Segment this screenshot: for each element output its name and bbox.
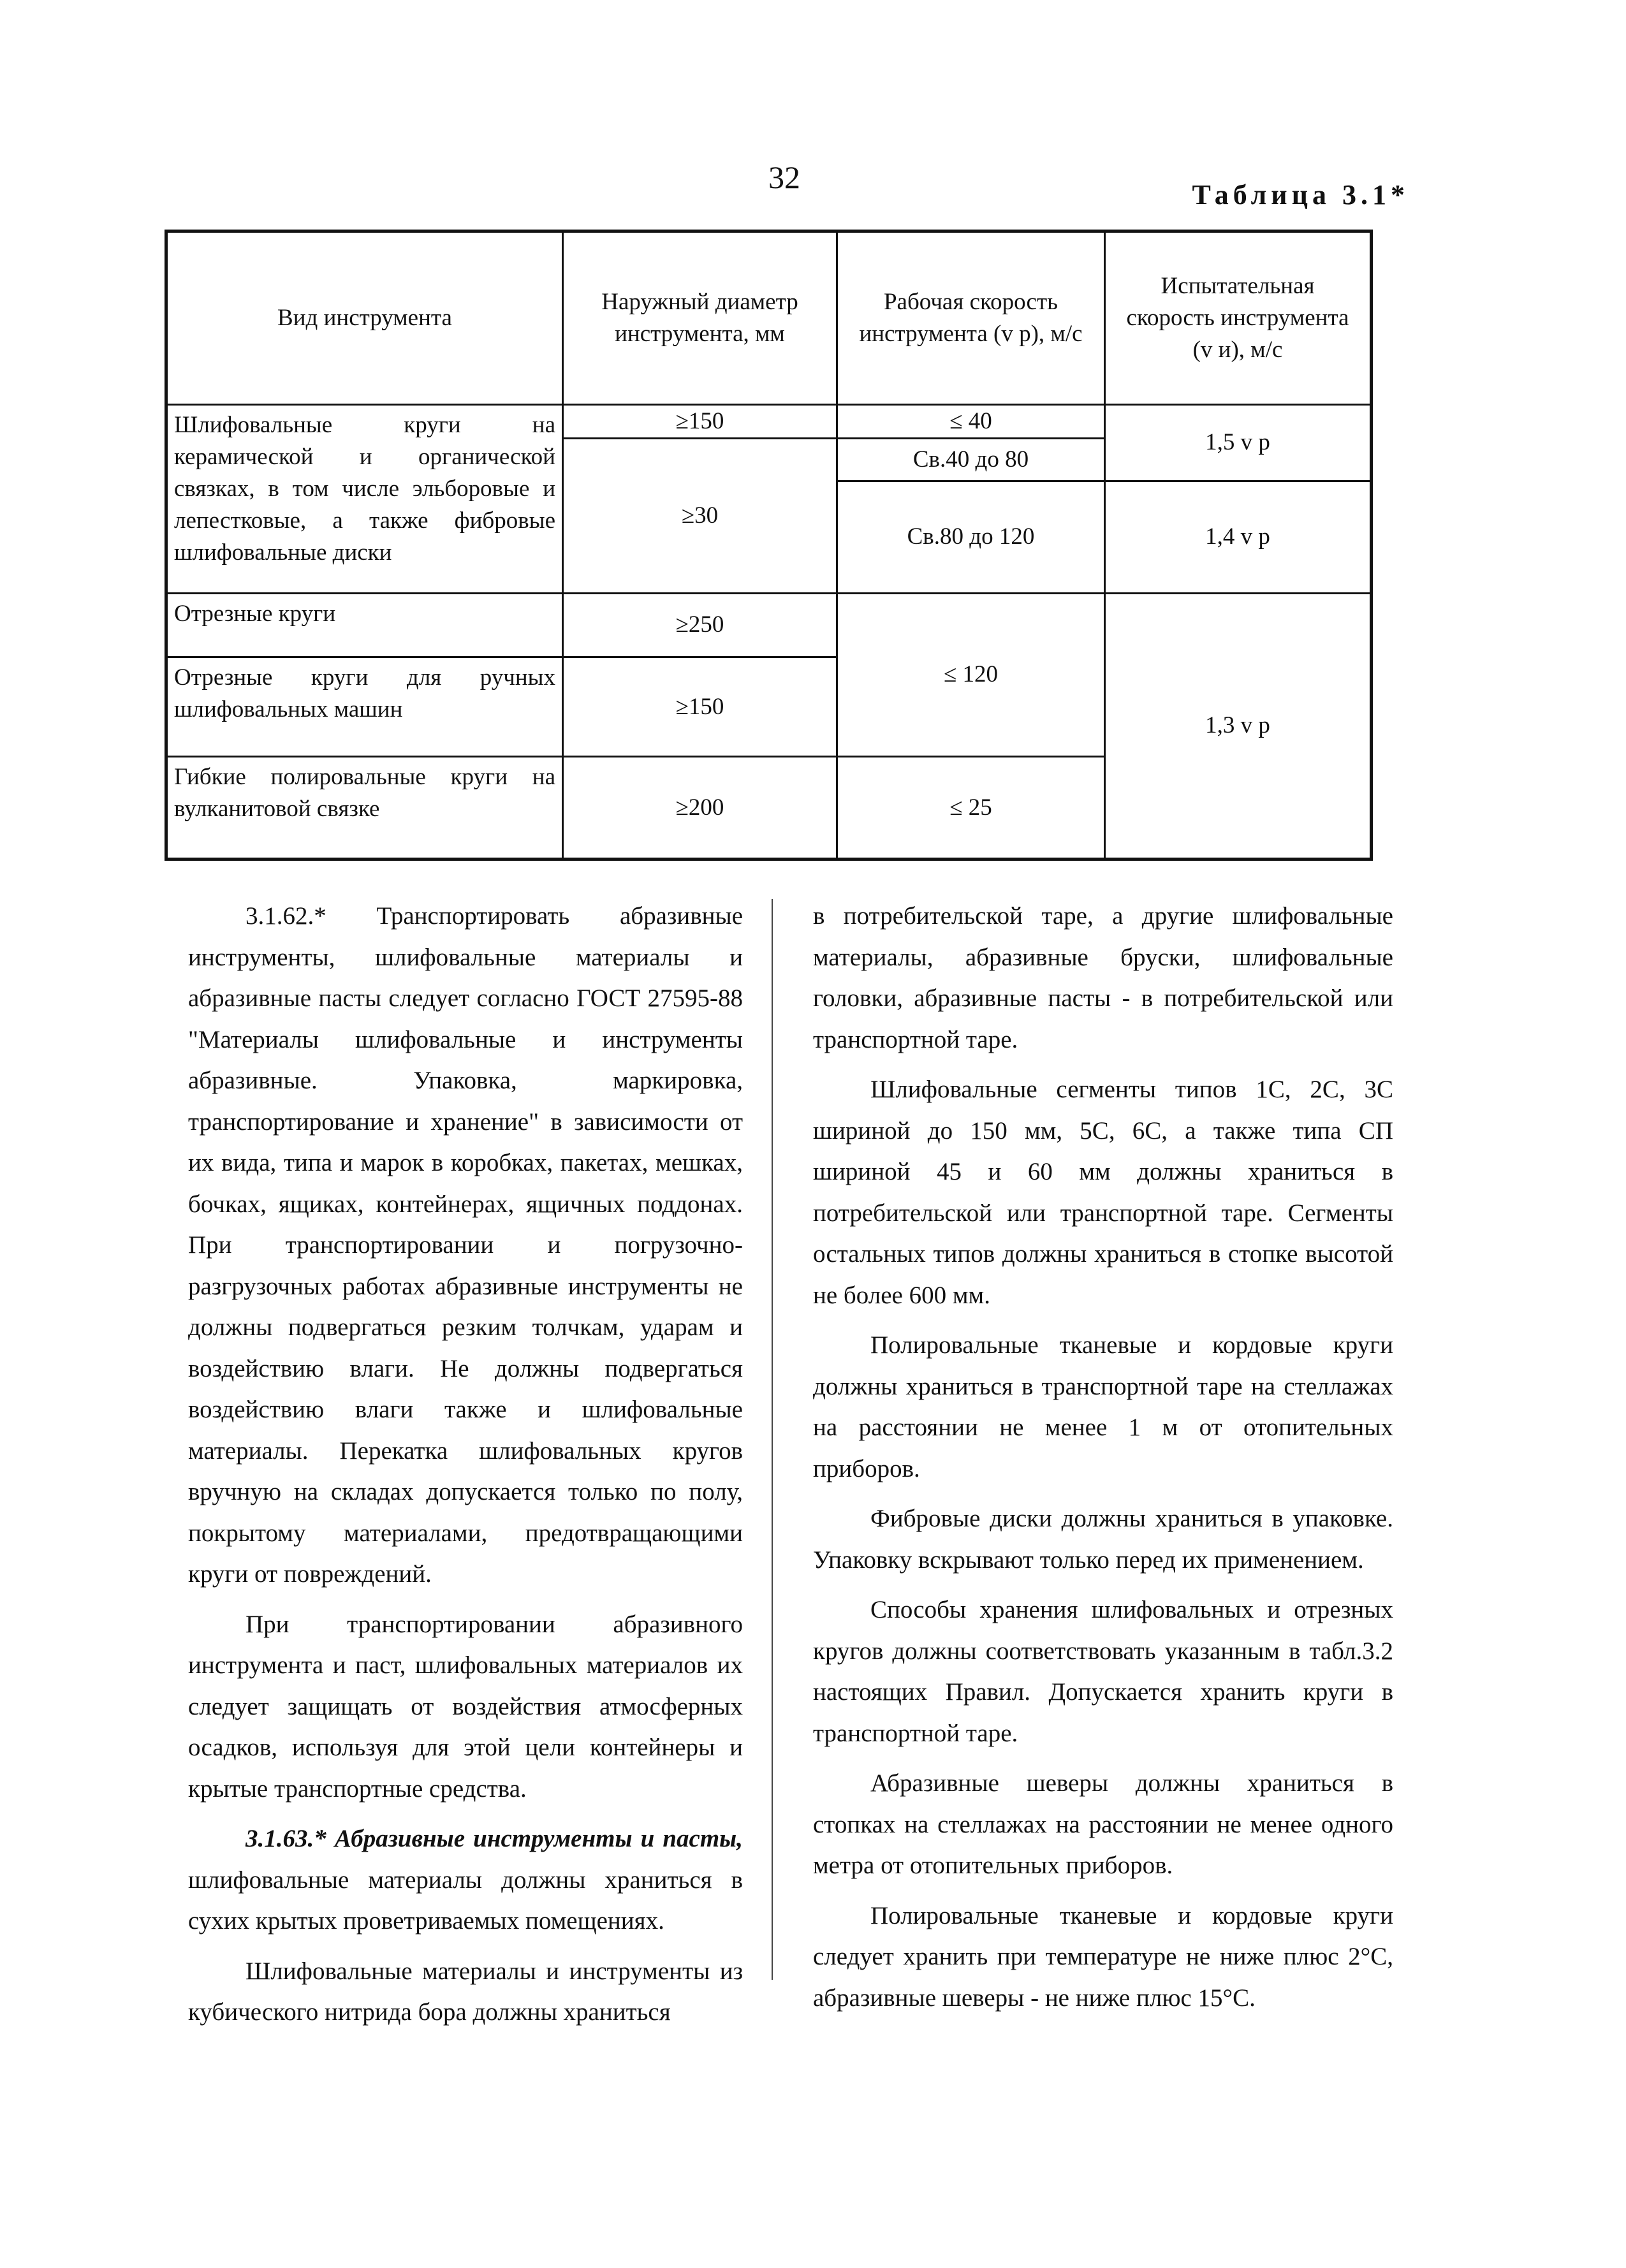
cell-speed: Св.40 до 80: [837, 439, 1105, 481]
cell-diameter: ≥200: [563, 757, 837, 860]
paragraph-cbn-storage: Шлифовальные материалы и инструменты из кубического нитрида бора должны храниться: [188, 1957, 743, 2026]
tool-speed-table: [165, 230, 1373, 861]
tool-speed-table-container: [165, 230, 1370, 861]
table-header-row: [166, 231, 1372, 405]
cell-diameter: ≥250: [563, 593, 837, 657]
paragraph-3-1-63-rest: шлифовальные материалы должны храниться в сухих крытых проветриваемых помещениях.: [188, 1866, 743, 1935]
cell-speed: Св.80 до 120: [837, 481, 1105, 593]
table-caption: Таблица 3.1*: [1192, 179, 1409, 210]
cell-speed: ≤ 120: [837, 593, 1105, 756]
table-row: [166, 405, 1372, 439]
cell-test-speed: 1,3 v р: [1105, 593, 1372, 859]
header-tool-type: Вид инструмента: [166, 231, 563, 405]
cell-type-flexible-polishing-wheels: Гибкие полировальные круги на вулканитовой связке: [166, 757, 563, 860]
page-number: 32: [768, 159, 800, 195]
header-test-speed: Испытательная скорость инструмента (v и), м/с: [1105, 231, 1372, 405]
cell-type-hand-cutting-wheels: Отрезные круги для ручных шлифовальных машин: [166, 657, 563, 757]
paragraph-grinding-segments: Шлифовальные сегменты типов 1С, 2С, 3С шириной до 150 мм, 5С, 6С, а также типа СП шириной 45 и 60 мм должны храниться в потребительской или транспортной таре. Сегменты остальных типов должны храниться в стопке высотой не более 600 мм.: [813, 1076, 1393, 1309]
paragraph-continuation: в потребительской таре, а другие шлифовальные материалы, абразивные бруски, шлифовальные головки, абразивные пасты - в потребительской или транспортной таре.: [813, 902, 1393, 1053]
cell-speed: ≤ 25: [837, 757, 1105, 860]
paragraph-3-1-62: 3.1.62.* Транспортировать абразивные инструменты, шлифовальные материалы и абразивные пасты следует согласно ГОСТ 27595-88 "Материалы шлифовальные и инструменты абразивные. Упаковка, маркировка, транспортирование и хранение" в зависимости от их вида, типа и марок в коробках, пакетах, мешках, бочках, ящиках, контейнерах, ящичных поддонах. При транспортировании и погрузочно-разгрузочных работах абразивные инструменты не должны подвергаться резким толчкам, ударам и воздействию влаги. Не должны подвергаться воздействию влаги также и шлифовальные материалы. Перекатка шлифовальных кругов вручную на складах допускается только по полу, покрытому материалами, предотвращающими круги от повреждений.: [188, 902, 743, 1588]
paragraph-transport-protection: При транспортировании абразивного инструмента и паст, шлифовальных материалов их следует защищать от воздействия атмосферных осадков, используя для этой цели контейнеры и крытые транспортные средства.: [188, 1610, 743, 1803]
cell-test-speed: 1,5 v р: [1105, 405, 1372, 481]
cell-type-cutting-wheels: Отрезные круги: [166, 593, 563, 657]
paragraph-polishing-wheels: Полировальные тканевые и кордовые круги должны храниться в транспортной таре на стеллажах на расстоянии не менее 1 м от отопительных приборов.: [813, 1331, 1393, 1482]
paragraph-3-1-63-lead: 3.1.63.* Абразивные инструменты и пасты,: [245, 1825, 743, 1852]
header-outer-diameter: Наружный диаметр инструмента, мм: [563, 231, 837, 405]
cell-test-speed: 1,4 v р: [1105, 481, 1372, 593]
column-divider: [772, 899, 773, 1980]
cell-type-grinding-wheels: Шлифовальные круги на керамической и органической связках, в том числе эльборовые и лепестковые, а также фибровые шлифовальные диски: [166, 405, 563, 594]
paragraph-storage-methods: Способы хранения шлифовальных и отрезных кругов должны соответствовать указанным в табл.3.2 настоящих Правил. Допускается хранить круги в транспортной таре.: [813, 1596, 1393, 1747]
cell-diameter: ≥150: [563, 657, 837, 757]
header-working-speed: Рабочая скорость инструмента (v р), м/с: [837, 231, 1105, 405]
paragraph-fiber-discs: Фибровые диски должны храниться в упаковке. Упаковку вскрывают только перед их применением.: [813, 1505, 1393, 1574]
paragraph-shavers: Абразивные шеверы должны храниться в стопках на стеллажах на расстоянии не менее одного метра от отопительных приборов.: [813, 1769, 1393, 1879]
right-text-column: [813, 896, 1393, 2028]
table-row: [166, 593, 1372, 657]
paragraph-3-1-63: [188, 1818, 743, 1942]
cell-diameter: ≥30: [563, 439, 837, 593]
left-text-column: [188, 896, 743, 2042]
paragraph-temperature: Полировальные тканевые и кордовые круги следует хранить при температуре не ниже плюс 2°С, абразивные шеверы - не ниже плюс 15°С.: [813, 1901, 1393, 2012]
cell-speed: ≤ 40: [837, 405, 1105, 439]
cell-diameter: ≥150: [563, 405, 837, 439]
